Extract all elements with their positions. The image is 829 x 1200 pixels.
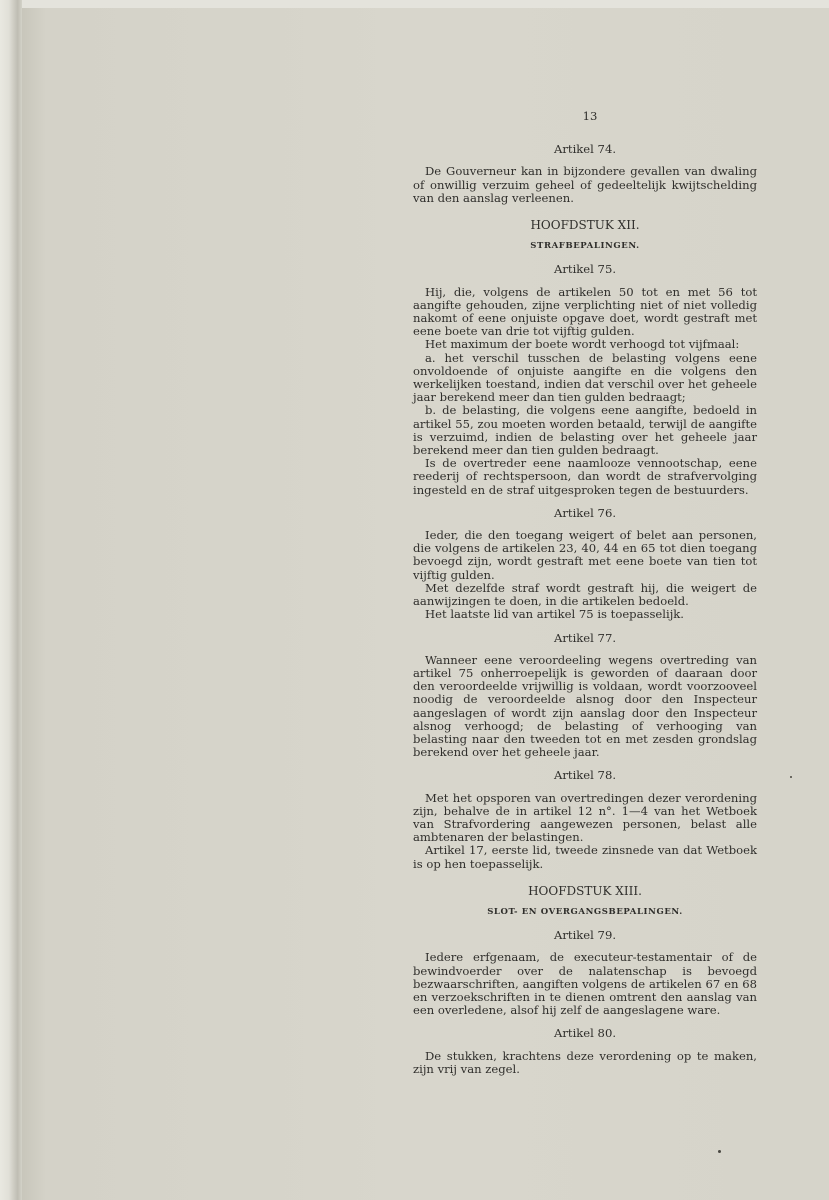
article-75-par-1: Hij, die, volgens de artikelen 50 tot en met 56 tot aangifte gehouden, zijne verplichting niet of niet volledig nakomt of eene onjuiste opgave doet, wordt gestraft met eene boete van drie tot vijftig gulden. bbox=[413, 284, 757, 339]
page-content bbox=[413, 110, 757, 1076]
chapter-12-heading: HOOFDSTUK XII. bbox=[530, 218, 640, 233]
article-78-par-2: Artikel 17, eerste lid, tweede zinsnede van dat Wetboek is op hen toepasselijk. bbox=[413, 843, 757, 871]
paper-speck bbox=[718, 1150, 721, 1153]
chapter-13-heading: HOOFDSTUK XIII. bbox=[528, 883, 642, 898]
article-76-par-2: Met dezelfde straf wordt gestraft hij, die weigert de aanwijzingen te doen, in die artikelen bedoeld. bbox=[413, 580, 757, 609]
article-75-item-b: b. de belasting, die volgens eene aangifte, bedoeld in artikel 55, zou moeten worden betaald, terwijl de aangifte is verzuimd, indien de belasting over het geheele jaar berekend meer dan tien gulden bedraagt. bbox=[413, 403, 757, 458]
article-79-text: Iedere erfgenaam, de executeur-testamentair of de bewindvoerder over de nalatenschap is bevoegd bezwaarschriften, aangiften volgens de artikelen 67 en 68 en verzoekschriften in te dienen omtrent den aanslag van een overledene, alsof hij zelf de aangeslagene ware. bbox=[413, 950, 757, 1018]
article-77-text: Wanneer eene veroordeeling wegens overtreding van artikel 75 onherroepelijk is geworden of daaraan door den veroordeelde vrijwillig is voldaan, wordt voorzooveel noodig de veroordeelde alsnog door den Inspecteur aangeslagen of wordt zijn aanslag door den Inspecteur alsnog verhoogd; de belasting of verhooging van belasting naar den tweeden tot en met zesden grondslag berekend over het geheele jaar. bbox=[413, 652, 757, 760]
paper-speck bbox=[790, 776, 792, 778]
article-74-heading: Artikel 74. bbox=[554, 142, 616, 157]
article-76-par-1: Ieder, die den toegang weigert of belet aan personen, die volgens de artikelen 23, 40, 44 en 65 tot dien toegang bevoegd zijn, wordt gestraft met eene boete van tien tot vijftig gulden. bbox=[413, 528, 757, 582]
article-75-heading: Artikel 75. bbox=[554, 262, 616, 277]
chapter-13-subheading: SLOT- EN OVERGANGSBEPALINGEN. bbox=[487, 906, 683, 917]
article-77-heading: Artikel 77. bbox=[554, 630, 616, 645]
article-76-par-3: Het laatste lid van artikel 75 is toepasselijk. bbox=[425, 607, 684, 622]
article-76-heading: Artikel 76. bbox=[554, 505, 616, 520]
article-80-heading: Artikel 80. bbox=[554, 1026, 616, 1041]
page-number: 13 bbox=[582, 109, 598, 123]
article-74-text: De Gouverneur kan in bijzondere gevallen van dwaling of onwillig verzuim geheel of gedeeltelijk kwijtschelding van den aanslag verleenen. bbox=[413, 164, 757, 205]
article-78-par-1: Met het opsporen van overtredingen dezer verordening zijn, behalve de in artikel 12 n°. 1—4 van het Wetboek van Strafvordering aangewezen personen, belast alle ambtenaren der belastingen. bbox=[413, 790, 757, 845]
article-75-par-3: Is de overtreder eene naamlooze vennootschap, eene reederij of rechtspersoon, dan wordt de strafvervolging ingesteld en de straf uitgesproken tegen de bestuurders. bbox=[413, 456, 757, 497]
article-75-item-a: a. het verschil tusschen de belasting volgens eene onvoldoende of onjuiste aangifte en die volgens den werkelijken toestand, indien dat verschil over het geheele jaar berekend meer dan tien gulden bedraagt; bbox=[413, 350, 757, 405]
article-79-heading: Artikel 79. bbox=[554, 928, 616, 943]
page-top-edge bbox=[22, 0, 829, 8]
article-78-heading: Artikel 78. bbox=[554, 768, 616, 783]
book-spine bbox=[0, 0, 22, 1200]
chapter-12-subheading: STRAFBEPALINGEN. bbox=[530, 241, 640, 252]
article-80-text: De stukken, krachtens deze verordening op te maken, zijn vrij van zegel. bbox=[413, 1048, 757, 1076]
article-75-par-2: Het maximum der boete wordt verhoogd tot vijfmaal: bbox=[425, 337, 740, 352]
